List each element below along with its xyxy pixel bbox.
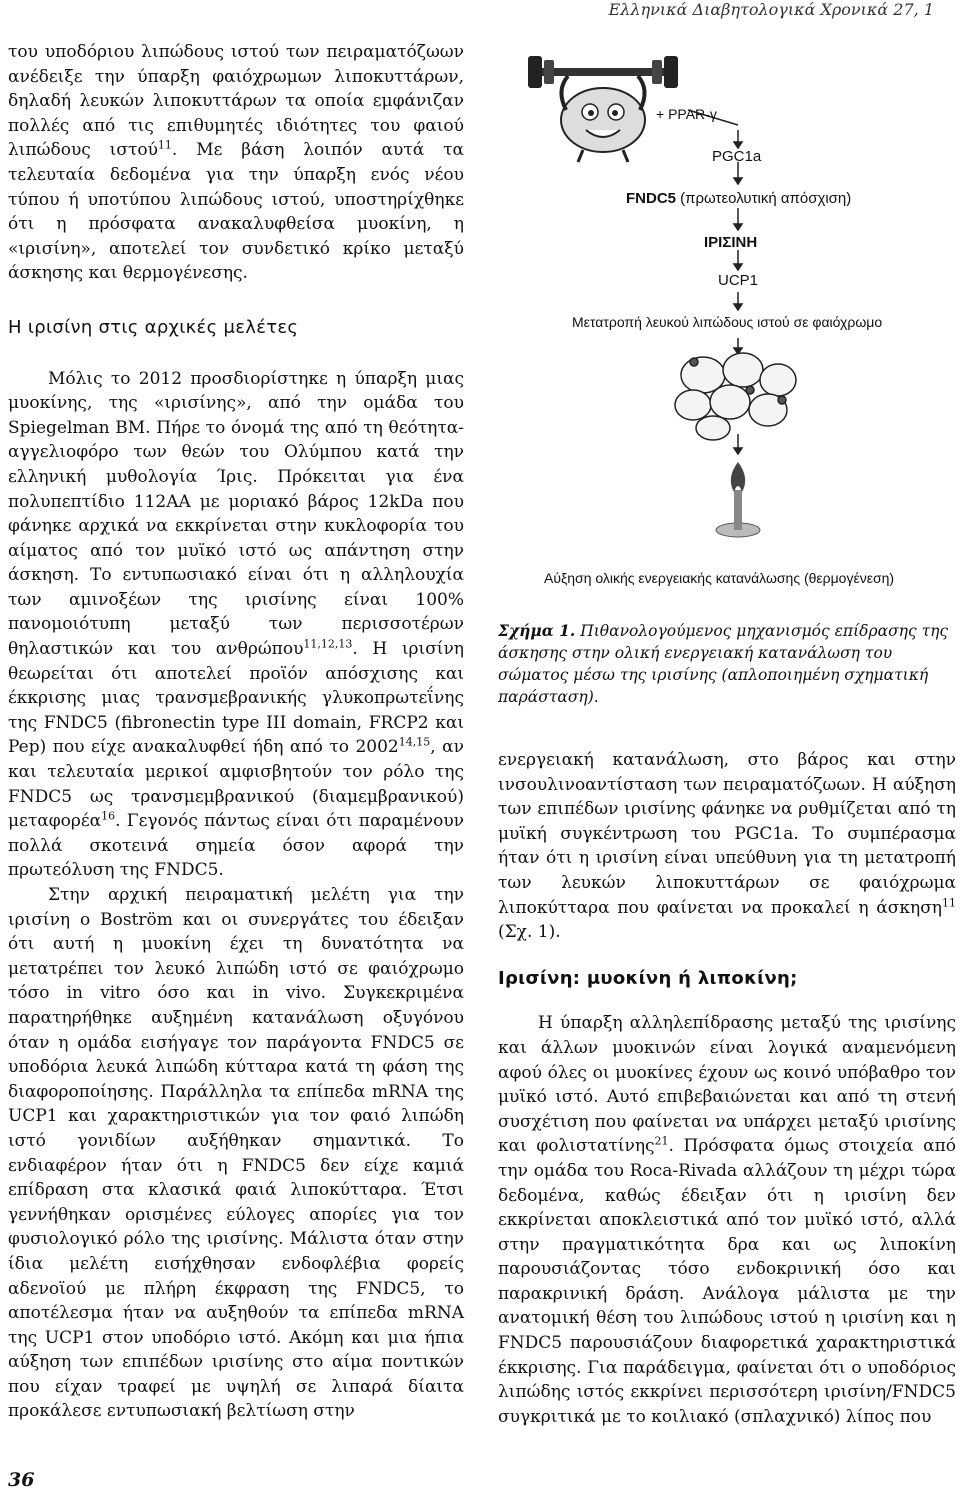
mechanism-diagram [498, 50, 958, 610]
page-number: 36 [8, 1469, 35, 1491]
ucp1-label: UCP1 [718, 272, 759, 289]
conversion-label: Μετατροπή λευκού λιπώδους ιστού σε φαιόχρωμο [572, 314, 883, 330]
left-column [8, 40, 464, 1424]
section-heading: Η ιρισίνη στις αρχικές μελέτες [8, 316, 299, 338]
journal-header: Ελληνικά Διαβητολογικά Χρονικά 27, 1 [608, 0, 934, 19]
adipocyte-cluster-icon [675, 353, 796, 440]
figure-caption: Σχήμα 1. Πιθανολογούμενος μηχανισμός επίδρασης της άσκησης στην ολική ενεργειακή κατανάλωση του σώματος μέσω της ιρισίνης (απλοποιημένη σχηματική παράσταση). [498, 621, 949, 706]
paragraph: ενεργειακή κατανάλωση, στο βάρος και στην ινσουλινοαντίσταση των πειραματόζωων. Η αύξηση των επιπέδων ιρισίνης φάνηκε να ρυθμίζεται από τη μυϊκή συγκέντρωση του PGC1a. Το συμπέρασμα ήταν ότι η ιρισίνη είναι υπεύθυνη για τη μετατροπή των λευκών λιποκυττάρων σε φαιόχρωμα λιποκύτταρα που φαίνεται να προκαλεί η άσκηση$^{11}$ (Σχ. 1). [498, 750, 956, 943]
paragraph: Η ύπαρξη αλληλεπίδρασης μεταξύ της ιρισίνης και άλλων μυοκινών είναι λογικά αναμενόμενη αφού όλες οι μυοκίνες έχουν ως κοινό υπόβαθρο τον μυϊκό ιστό. Αυτό επιβεβαιώνεται και από τη στενή συσχέτιση που φαίνεται να υπάρχει μεταξύ ιρισίνης και φολιστατίνης$^{21}$. Πρόσφατα όμως στοιχεία από την ομάδα του Roca-Rivada αλλάζουν τη μέχρι τώρα δεδομένα, καθώς έδειξαν ότι η ιρισίνη δεν εκκρίνεται αποκλειστικά από τον μυϊκό ιστό, αλλά στην πραγματικότητα δρα και ως λιποκίνη παρουσιάζοντας τόσο ενδοκρινική όσο και παρακρινική δράση. Ανάλογα μάλιστα με την ανατομική θέση του λιπώδους ιστού η ιρισίνη και η FNDC5 παρουσιάζουν διαφορετικά χαρακτηριστικά έκκρισης. Για παράδειγμα, φαίνεται ότι ο υποδόριος λιπώδης ιστός εκκρίνει περισσότερη ιρισίνη/FNDC5 συγκριτικά με το κοιλιακό (σπλαχνικό) λίπος που [498, 1013, 956, 1427]
paragraph: Μόλις το 2012 προσδιορίστηκε η ύπαρξη μιας μυοκίνης, της «ιρισίνης», από την ομάδα του Spiegelman BM. Πήρε το όνομά της από τη θεότητα-αγγελιοφόρο των θεών του Ολύμπου κατά την ελληνική μυθολογία Ίρις. Πρόκειται για ένα πολυπεπτίδιο 112ΑΑ με μοριακό βάρος 12kDa που φάνηκε αρχικά να εκκρίνεται στην κυκλοφορία του αίματος από τον μυϊκό ιστό ως απάντηση στην άσκηση. Το εντυπωσιακό είναι ότι η αλληλουχία των αμινοξέων της ιρισίνης είναι 100% πανομοιότυπη μεταξύ των περισσοτέρων θηλαστικών και του ανθρώπου$^{11,12,13}$. Η ιρισίνη θεωρείται ότι αποτελεί προϊόν απόσχισης και έκκρισης μιας τρανσμεβρανικής γλυκοπρωτεΐνης της FNDC5 (fibronectin type III domain, FRCP2 και Pep) που είχε ανακαλυφθεί ήδη από το 2002$^{14,15}$, αν και τελευταία μερικοί αμφισβητούν τον ρόλο της FNDC5 ως τρανσμεμβρανικού (διαμεμβρανικού) μεταφορέα$^{16}$. Γεγονός πάντως είναι ότι παραμένουν πολλά σκοτεινά σημεία όσον αφορά την πρωτεόλυση της FNDC5. [8, 368, 464, 881]
right-column [498, 748, 956, 1429]
section-heading: Ιρισίνη: μυοκίνη ή λιποκίνη; [498, 967, 798, 989]
paragraph: του υποδόριου λιπώδους ιστού των πειραματόζωων ανέδειξε την ύπαρξη φαιόχρωμων λιποκυττάρων, δηλαδή λευκών λιποκυττάρων τα οποία εμφάνιζαν πολλές από τις επιθυμητές ιδιότητες του φαιού λιπώδους ιστού$^{11}$. Με βάση λοιπόν αυτά τα τελευταία δεδομένα για την ύπαρξη ενός νέου τύπου ή υποτύπου λιπώδους ιστού, υποστηρίχθηκε ότι η πρόσφατα ανακαλυφθείσα μυοκίνη, η «ιρισίνη», αποτελεί τον συνδετικό κρίκο μεταξύ άσκησης και θερμογένεσης. [8, 42, 464, 284]
flame-icon [716, 462, 760, 537]
paragraph: Στην αρχική πειραματική μελέτη για την ιρισίνη ο Boström και οι συνεργάτες του έδειξαν ότι αυτή η μυοκίνη έχει τη δυνατότητα να μετατρέπει τον λευκό λιπώδη ιστό σε φαιόχρωμο τόσο in vitro όσο και in vivo. Συγκεκριμένα παρατηρήθηκε αυξημένη κατανάλωση οξυγόνου όταν η ομάδα εισήγαγε τον παράγοντα FNDC5 σε υποδόρια λευκά λιπώδη κύτταρα κατά τη φάση της διαφοροποίησης. Παράλληλα τα επίπεδα mRNA της UCP1 και χαρακτηριστικών για τον φαιό λιπώδη ιστό γονιδίων αυξήθηκαν σημαντικά. Το ενδιαφέρον ήταν ότι η FNDC5 δεν είχε καμιά επίδραση στα κλασικά φαιά λιποκύτταρα. Έτσι γεννήθηκαν ορισμένες εύλογες απορίες για τον φυσιολογικό ρόλο της ιρισίνης. Μάλιστα όταν στην ίδια μελέτη εισήχθησαν ενδοφλέβια φορείς αδενοϊού με πλήρη έκφραση της FNDC5, το αποτέλεσμα ήταν να αυξηθούν τα επίπεδα mRNA της UCP1 στον υποδόριο ιστό. Ακόμη και μια ήπια αύξηση των επιπέδων ιρισίνης στο αίμα ποντικών που είχαν τραφεί με υψηλή σε λιπαρά δίαιτα προκάλεσε εντυπωσιακή βελτίωση στην [8, 885, 464, 1422]
pgc1a-label: PGC1a [712, 148, 762, 165]
figure-1 [498, 50, 958, 690]
thermogenesis-label: Αύξηση ολικής ενεργειακής κατανάλωσης (θερμογένεση) [544, 570, 895, 586]
irisin-label: ΙΡΙΣΙΝΗ [704, 234, 758, 251]
ppar-label: + PPAR-γ [656, 106, 717, 122]
fndc5-label: FNDC5 (πρωτεολυτική απόσχιση) [626, 190, 852, 207]
